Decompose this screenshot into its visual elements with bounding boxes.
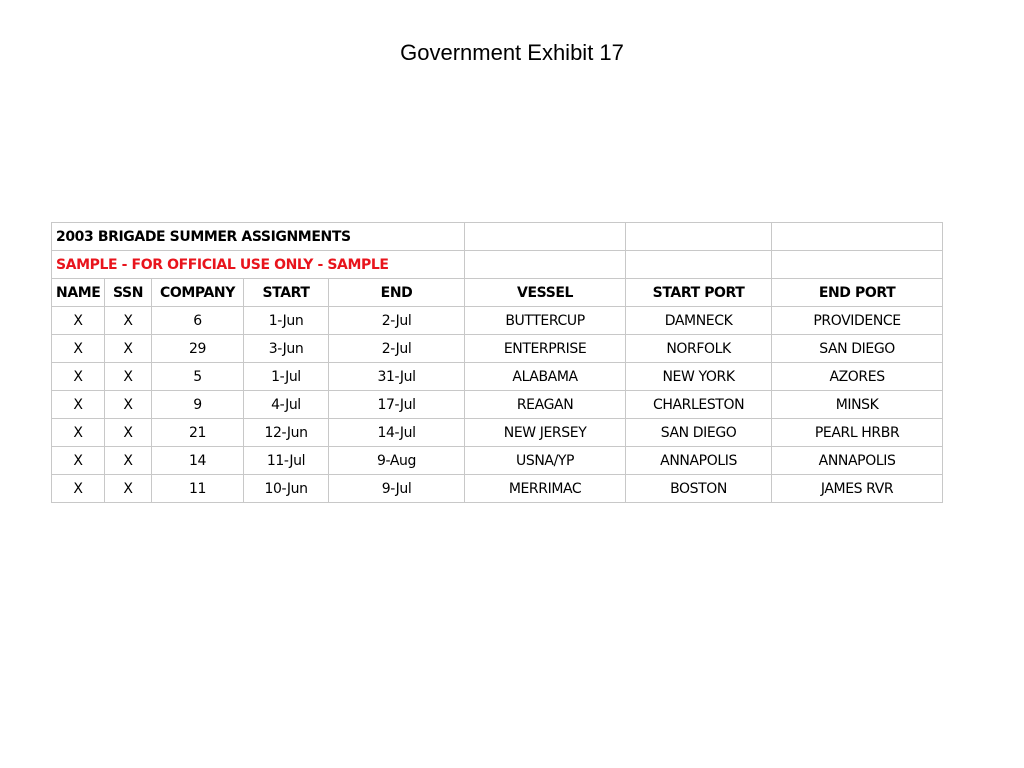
start-port-cell: NORFOLK: [626, 335, 772, 363]
company-cell: 6: [152, 307, 244, 335]
end-cell: 9-Aug: [329, 447, 465, 475]
header-vessel: VESSEL: [465, 279, 626, 307]
sample-notice: SAMPLE - FOR OFFICIAL USE ONLY - SAMPLE: [52, 251, 465, 279]
header-name: NAME: [52, 279, 105, 307]
end-cell: 17-Jul: [329, 391, 465, 419]
start-cell: 12-Jun: [244, 419, 329, 447]
header-start-port: START PORT: [626, 279, 772, 307]
empty-cell: [772, 223, 943, 251]
end-port-cell: JAMES RVR: [772, 475, 943, 503]
exhibit-title: Government Exhibit 17: [400, 40, 624, 65]
empty-cell: [465, 251, 626, 279]
start-cell: 1-Jul: [244, 363, 329, 391]
ssn-cell: X: [105, 335, 152, 363]
header-end: END: [329, 279, 465, 307]
start-port-cell: ANNAPOLIS: [626, 447, 772, 475]
start-cell: 10-Jun: [244, 475, 329, 503]
end-cell: 9-Jul: [329, 475, 465, 503]
name-cell: X: [52, 363, 105, 391]
start-port-cell: BOSTON: [626, 475, 772, 503]
vessel-cell: BUTTERCUP: [465, 307, 626, 335]
header-company: COMPANY: [152, 279, 244, 307]
start-port-cell: SAN DIEGO: [626, 419, 772, 447]
start-cell: 4-Jul: [244, 391, 329, 419]
end-port-cell: AZORES: [772, 363, 943, 391]
ssn-cell: X: [105, 419, 152, 447]
start-port-cell: NEW YORK: [626, 363, 772, 391]
end-port-cell: MINSK: [772, 391, 943, 419]
table-row: [52, 475, 943, 503]
table-row: [52, 307, 943, 335]
table-row: [52, 363, 943, 391]
end-cell: 14-Jul: [329, 419, 465, 447]
start-cell: 3-Jun: [244, 335, 329, 363]
company-cell: 21: [152, 419, 244, 447]
table-row: [52, 419, 943, 447]
vessel-cell: REAGAN: [465, 391, 626, 419]
start-cell: 1-Jun: [244, 307, 329, 335]
end-port-cell: SAN DIEGO: [772, 335, 943, 363]
start-cell: 11-Jul: [244, 447, 329, 475]
company-cell: 29: [152, 335, 244, 363]
end-cell: 31-Jul: [329, 363, 465, 391]
company-cell: 5: [152, 363, 244, 391]
empty-cell: [772, 251, 943, 279]
table-header-row: [52, 279, 943, 307]
company-cell: 11: [152, 475, 244, 503]
end-port-cell: ANNAPOLIS: [772, 447, 943, 475]
ssn-cell: X: [105, 447, 152, 475]
ssn-cell: X: [105, 307, 152, 335]
table-title: 2003 BRIGADE SUMMER ASSIGNMENTS: [52, 223, 465, 251]
vessel-cell: USNA/YP: [465, 447, 626, 475]
end-port-cell: PROVIDENCE: [772, 307, 943, 335]
table-row: [52, 391, 943, 419]
company-cell: 9: [152, 391, 244, 419]
end-port-cell: PEARL HRBR: [772, 419, 943, 447]
start-port-cell: CHARLESTON: [626, 391, 772, 419]
table-row: [52, 335, 943, 363]
vessel-cell: ALABAMA: [465, 363, 626, 391]
company-cell: 14: [152, 447, 244, 475]
end-cell: 2-Jul: [329, 335, 465, 363]
assignments-table: [51, 222, 943, 503]
table-row: [52, 447, 943, 475]
header-end-port: END PORT: [772, 279, 943, 307]
vessel-cell: NEW JERSEY: [465, 419, 626, 447]
ssn-cell: X: [105, 391, 152, 419]
header-ssn: SSN: [105, 279, 152, 307]
empty-cell: [465, 223, 626, 251]
start-port-cell: DAMNECK: [626, 307, 772, 335]
end-cell: 2-Jul: [329, 307, 465, 335]
name-cell: X: [52, 419, 105, 447]
vessel-cell: ENTERPRISE: [465, 335, 626, 363]
name-cell: X: [52, 391, 105, 419]
name-cell: X: [52, 335, 105, 363]
name-cell: X: [52, 307, 105, 335]
name-cell: X: [52, 475, 105, 503]
vessel-cell: MERRIMAC: [465, 475, 626, 503]
empty-cell: [626, 223, 772, 251]
table-title-row: [52, 223, 943, 251]
ssn-cell: X: [105, 475, 152, 503]
ssn-cell: X: [105, 363, 152, 391]
empty-cell: [626, 251, 772, 279]
header-start: START: [244, 279, 329, 307]
sample-notice-row: [52, 251, 943, 279]
name-cell: X: [52, 447, 105, 475]
